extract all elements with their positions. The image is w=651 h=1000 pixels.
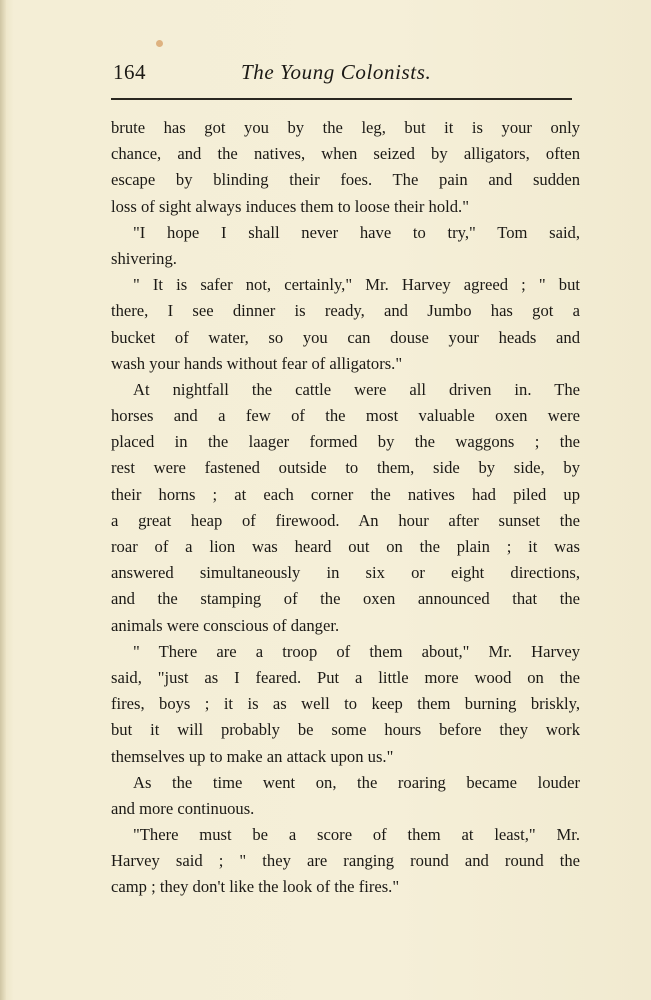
text-line: As the time went on, the roaring became louder [133, 772, 580, 792]
text-line: and more continuous. [111, 798, 255, 818]
page-header [111, 60, 571, 90]
text-line: bucket of water, so you can douse your heads and [111, 327, 580, 347]
running-title: The Young Colonists. [241, 60, 432, 84]
text-line: rest were fastened outside to them, side by side, by [111, 458, 580, 478]
text-line: and the stamping of the oxen announced that the [111, 589, 580, 609]
binding-edge [0, 0, 6, 1000]
text-line: their horns ; at each corner the natives had piled up [111, 484, 580, 504]
text-line: brute has got you by the leg, but it is your only [111, 118, 580, 137]
text-line: "There must be a score of them at least," Mr. [133, 825, 580, 845]
text-line: fires, boys ; it is as well to keep them burning briskly, [111, 694, 580, 714]
text-line: placed in the laager formed by the waggons ; the [111, 432, 580, 452]
text-line: camp ; they don't like the look of the fires." [111, 877, 400, 897]
body-text [111, 115, 580, 901]
header-rule [111, 98, 572, 100]
text-line: said, "just as I feared. Put a little more wood on the [111, 667, 580, 687]
text-line: themselves up to make an attack upon us." [111, 746, 394, 766]
text-line: wash your hands without fear of alligators." [111, 353, 403, 373]
text-line: a great heap of firewood. An hour after sunset the [111, 510, 580, 530]
text-line: "I hope I shall never have to try," Tom said, [133, 222, 580, 242]
text-line: there, I see dinner is ready, and Jumbo has got a [111, 301, 580, 321]
text-line: loss of sight always induces them to loose their hold." [111, 196, 469, 216]
text-line: animals were conscious of danger. [111, 615, 340, 635]
page-number: 164 [113, 60, 146, 84]
text-line: At nightfall the cattle were all driven in. The [133, 379, 580, 399]
text-line: roar of a lion was heard out on the plain ; it was [111, 537, 580, 556]
text-line: " It is safer not, certainly," Mr. Harvey agreed ; " but [133, 275, 580, 295]
text-line: answered simultaneously in six or eight directions, [111, 563, 580, 583]
text-line: Harvey said ; " they are ranging round and round the [111, 851, 580, 871]
text-line: shivering. [111, 248, 177, 268]
text-line: horses and a few of the most valuable oxen were [111, 406, 580, 426]
text-line: chance, and the natives, when seized by alligators, often [111, 144, 580, 164]
text-line: " There are a troop of them about," Mr. Harvey [133, 641, 580, 661]
text-line: escape by blinding their foes. The pain and sudden [111, 170, 580, 190]
paper-stain [156, 40, 163, 47]
text-line: but it will probably be some hours before they work [111, 720, 580, 740]
